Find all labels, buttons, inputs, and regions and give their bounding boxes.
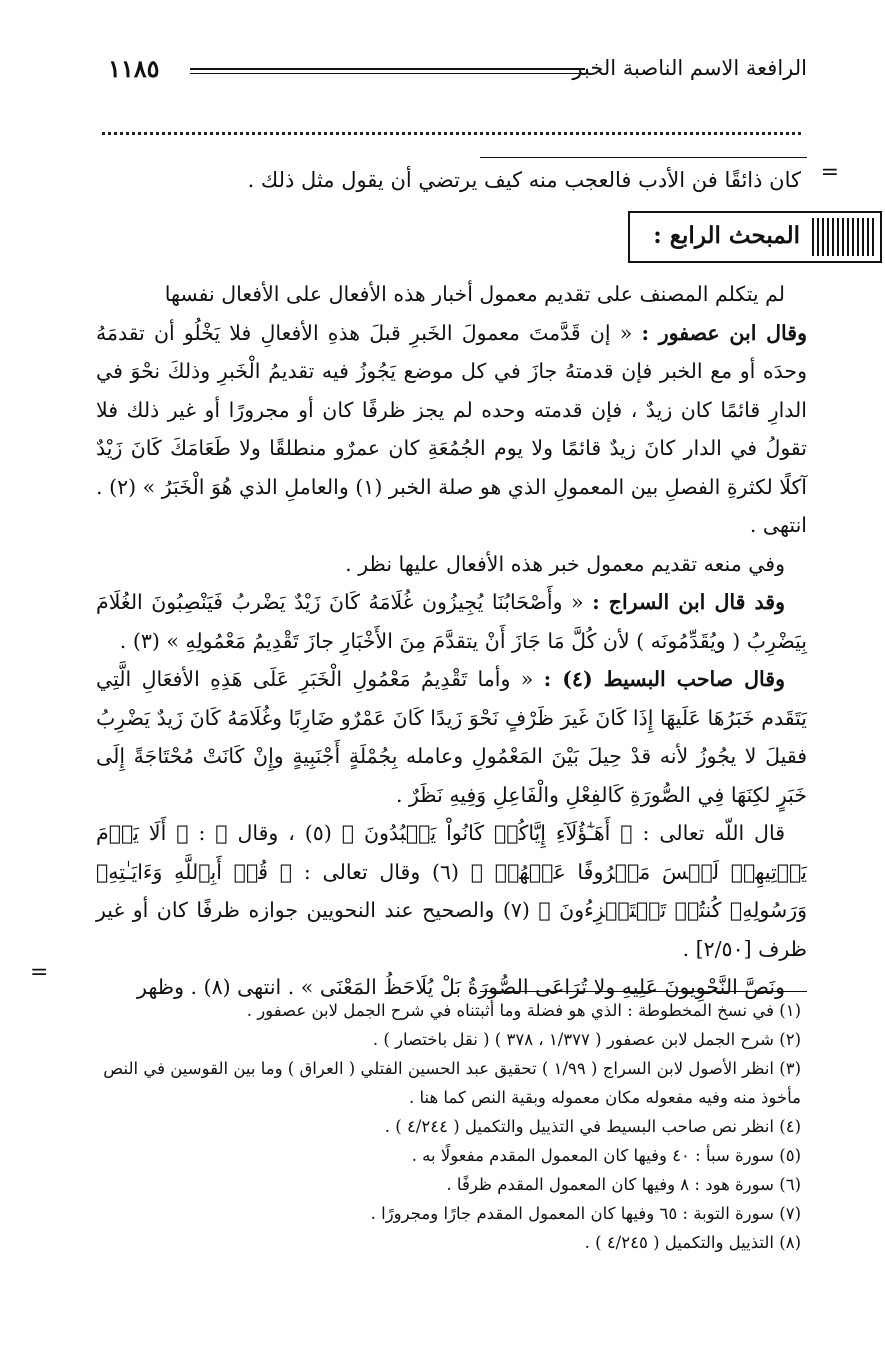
paragraph-last: ونَصَّ النَّحْوِيونَ عَلِيهِ ولا تُرَاعَى الصُّورَةُ بَلْ يُلَاحَظُ المَعْنَى » . انتهى (٨) . وظهر (137, 975, 785, 999)
speaker-ibn-usfur: وقال ابن عصفور : (641, 320, 807, 345)
footnote-3: (٣) انظر الأصول لابن السراج ( ١/٩٩ ) تحقيق عبد الحسين الفتلي ( العراق ) وما بين القوسين في النص (103, 1059, 801, 1078)
paragraph-1: لم يتكلم المصنف على تقديم معمول أخبار هذه الأفعال على الأفعال نفسها (164, 282, 785, 306)
paragraph-quran-verses: قال اللّه تعالى : ﴿ أَهَـٰٓؤُلَآءِ إِيَّاكُمۡ كَانُواْ يَعۡبُدُونَ ﴾ (٥) ، وقال ﷻ : ﴿ أَلَا يَوۡمَ يَأۡتِيهِمۡ لَيۡسَ مَصۡرُوفًا عَنۡهُمۡ ﴾ (٦) وقال تعالى : ﴿ قُلۡ أَبِٱللَّهِ وَءَايَـٰتِهِۦ وَرَسُولِهِۦ كُنتُمۡ تَسۡتَهۡزِءُونَ ﴾ (٧) والصحيح عند النحويين جوازه ظرفًا كان أو غير ظرف [٢/٥٠] . (96, 821, 808, 961)
footnotes (96, 996, 801, 1257)
footnote-rule (480, 991, 807, 992)
footnote-8: (٨) التذييل والتكميل ( ٤/٢٤٥ ) . (584, 1233, 801, 1252)
dotted-separator (102, 132, 801, 135)
footnote-4: (٤) انظر نص صاحب البسيط في التذييل والتكميل ( ٤/٢٤٤ ) . (384, 1117, 801, 1136)
continuation-mark: = (820, 160, 839, 185)
quote-ibn-usfur: « إن قَدَّمتَ معمولَ الخَبرِ قبلَ هذهِ الأفعالِ فلا يَخْلُو أن تقدمَهُ وحدَه أو مع الخبر فإن قدمتهُ جازَ في كل موضع يَجُوزُ فيه تقديمُ الْخَبرِ وذلكَ نحْوَ في الدارِ قائمًا كان زيدٌ ، فإن قدمته وحده لم يجز ظرفًا كان أو مجرورًا أو غير ذلك فلا تقولُ في الدار كانَ زيدٌ قائمًا ولا يوم الجُمُعَةِ كان عمرٌو منطلقًا ولا طَعَامَكَ كَانَ زَيْدٌ آكلًا لكثرةِ الفصلِ بين المعمولِ الذي هو صلة الخبر (١) والعاملِ الذي هُوَ الْخَبَرُ » (٢) . انتهى . (96, 320, 807, 537)
main-text (96, 275, 807, 1007)
quote-ibn-sarraj: « وأَصْحَابُنَا يُجِيزُون غُلَامَهُ كَانَ زَيْدٌ يَضْربُ فَيَنْصِبُونَ الغُلَامَ بِيَضْرِبُ ( ويُقَدِّمُونَه ) لأن كُلَّ مَا جَازَ أَنْ يتقدَّمَ مِنَ الأَخْبَارِ جازَ تَقْدِيمُ مَعْمُولِهِ » (٣) . (96, 590, 807, 653)
speaker-ibn-sarraj: وقد قال ابن السراج : (592, 590, 785, 614)
heading-ornament-bars (812, 218, 876, 256)
section-title: المبحث الرابع : (653, 222, 800, 249)
speaker-basit: وقال صاحب البسيط (٤) : (543, 667, 785, 691)
paragraph-basit (96, 660, 807, 814)
footnote-3-cont: مأخوذ منه وفيه مفعوله مكان معموله وبقية النص كما هنا . (408, 1088, 801, 1107)
paragraph-ibn-usfur (96, 314, 807, 545)
running-header-title: الرافعة الاسم الناصبة الخبر (572, 56, 807, 80)
footnote-2: (٢) شرح الجمل لابن عصفور ( ١/٣٧٧ ، ٣٧٨ ) ( نقل باختصار ) . (372, 1030, 801, 1049)
footnote-1: (١) في نسخ المخطوطة : الذي هو فضلة وما أثبتناه في شرح الجمل لابن عصفور . (246, 1001, 801, 1020)
continuation-rule (480, 157, 807, 158)
header-rule (190, 68, 585, 74)
section-heading-box (628, 211, 882, 263)
paragraph-ibn-sarraj (96, 583, 807, 660)
footnote-7: (٧) سورة التوبة : ٦٥ وفيها كان المعمول المقدم جارًا ومجرورًا . (370, 1204, 801, 1223)
paragraph-3: وفي منعه تقديم معمول خبر هذه الأفعال عليها نظر . (345, 551, 785, 576)
continues-mark: = (30, 960, 49, 985)
quote-basit: « وأما تَقْدِيمُ مَعْمُولِ الْخَبَرِ عَلَى هَذِهِ الأفعَالِ الَّتِي يَتَقَدم خَبَرُهَا عَلَيهَا إِذَا كَانَ غَيرَ ظَرْفٍ نَحْوَ زَيدًا كَانَ عَمْرٌو ضَارِبًا وغُلَامَهُ كَانَ زَيدٌ يَضْرِبُ فقيلَ لا يجُوزُ لأنه قدْ حِيلَ بَيْنَ المَعْمُولِ وعامله بِجُمْلَةٍ أَجْنَبِيةٍ وإِنْ كَانَتْ مُحْتَاجَةً إِلَى خَبَرٍ لكِنَهَا فِي الصُّورَةِ كَالفِعْلِ والْفَاعِلِ وَفِيهِ نَظَرٌ . (96, 667, 807, 807)
footnote-5: (٥) سورة سبأ : ٤٠ وفيها كان المعمول المقدم مفعولًا به . (411, 1146, 801, 1165)
page-number: ١١٨٥ (108, 54, 160, 83)
footnote-6: (٦) سورة هود : ٨ وفيها كان المعمول المقدم ظرفًا . (446, 1175, 801, 1194)
continued-footnote-text: كان ذائقًا فن الأدب فالعجب منه كيف يرتضي أن يقول مثل ذلك . (247, 168, 801, 192)
